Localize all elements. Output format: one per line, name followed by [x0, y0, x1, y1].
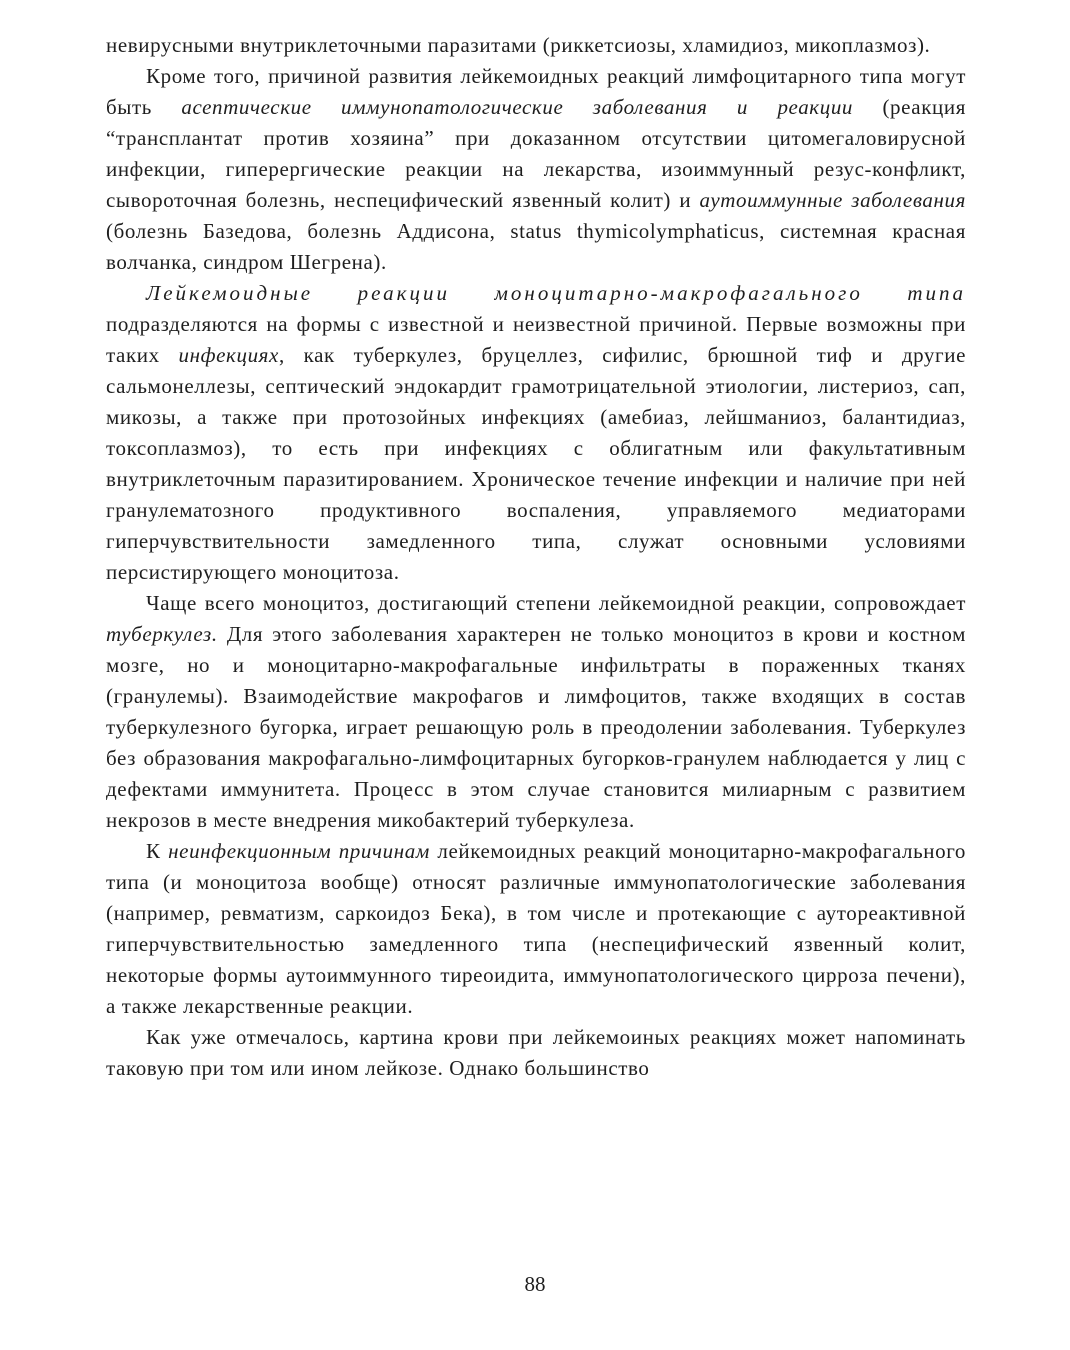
paragraph-5	[106, 836, 966, 1022]
paragraph-1-text: невирусными внутриклеточными паразитами (риккетсиозы, хламидиоз, микоплазмоз).	[106, 33, 931, 57]
paragraph-4-text-b: Для этого заболевания характерен не только моноцитоз в крови и костном мозге, но и моноцитарно-макрофагальные инфильтраты в пораженных тканях (гранулемы). Взаимодействие макрофагов и лимфоцитов, также входящих в состав туберкулезного бугорка, играет решающую роль в преодолении заболевания. Туберкулез без образования макрофагально-лимфоцитарных бугорков-гранулем наблюдается у лиц с дефектами иммунитета. Процесс в этом случае становится милиарным с развитием некрозов в месте внедрения микобактерий туберкулеза.	[106, 622, 966, 832]
paragraph-2	[106, 61, 966, 278]
paragraph-5-italic: неинфекционным причинам	[168, 839, 430, 863]
paragraph-6	[106, 1022, 966, 1084]
page-number: 88	[524, 1272, 546, 1296]
paragraph-2-text-b: (реакция “трансплантат против хозяина” при доказанном отсутствии цитомегаловирусной инфекции, гиперергические реакции на лекарства, изоиммунный резус-конфликт, сывороточная болезнь, неспецифический язвенный колит) и	[106, 95, 966, 212]
paragraph-2-text-c: (болезнь Базедова, болезнь Аддисона, status thymicolymphaticus, системная красная волчанка, синдром Шегрена).	[106, 219, 966, 274]
paragraph-3-text-b: , как туберкулез, бруцеллез, сифилис, брюшной тиф и другие сальмонеллезы, септический эндокардит грамотрицательной этиологии, листериоз, сап, микозы, а также при протозойных инфекциях (амебиаз, лейшманиоз, балантидиаз, токсоплазмоз), то есть при инфекциях с облигатным или факультативным внутриклеточным паразитированием. Хроническое течение инфекции и наличие при ней гранулематозного продуктивного воспаления, управляемого медиаторами гиперчувствительности замедленного типа, служат основными условиями персистирующего моноцитоза.	[106, 343, 967, 584]
paragraph-2-italic-a: асептические иммунопатологические заболевания и реакции	[181, 95, 854, 119]
paragraph-6-text: Как уже отмечалось, картина крови при лейкемоиных реакциях может напоминать таковую при том или ином лейкозе. Однако большинство	[106, 1025, 966, 1080]
paragraph-4-text-a: Чаще всего моноцитоз, достигающий степени лейкемоидной реакции, сопровождает	[146, 591, 966, 615]
paragraph-3	[106, 278, 966, 588]
paragraph-2-text-a: Кроме того, причиной развития лейкемоидных реакций лимфоцитарного типа могут быть	[106, 64, 966, 119]
paragraph-3-text-a: подразделяются на формы с известной и неизвестной причиной. Первые возможны при таких	[106, 312, 966, 367]
paragraph-1	[106, 30, 966, 61]
paragraph-4-italic: туберкулез.	[106, 622, 218, 646]
paragraph-4	[106, 588, 966, 836]
paragraph-2-italic-b: аутоиммунные заболевания	[699, 188, 966, 212]
page-body	[106, 30, 966, 1084]
paragraph-3-heading-italic: Лейкемоидные реакции моноцитарно-макрофагального типа	[146, 281, 966, 305]
paragraph-5-text-a: К	[146, 839, 169, 863]
paragraph-3-italic: инфекциях	[178, 343, 279, 367]
text-block	[106, 30, 966, 1084]
paragraph-5-text-b: лейкемоидных реакций моноцитарно-макрофагального типа (и моноцитоза вообще) относят различные иммунопатологические заболевания (например, ревматизм, саркоидоз Бека), в том числе и протекающие с аутореактивной гиперчувствительностью замедленного типа (неспецифический язвенный колит, некоторые формы аутоиммунного тиреоидита, иммунопатологического цирроза печени), а также лекарственные реакции.	[106, 839, 967, 1018]
